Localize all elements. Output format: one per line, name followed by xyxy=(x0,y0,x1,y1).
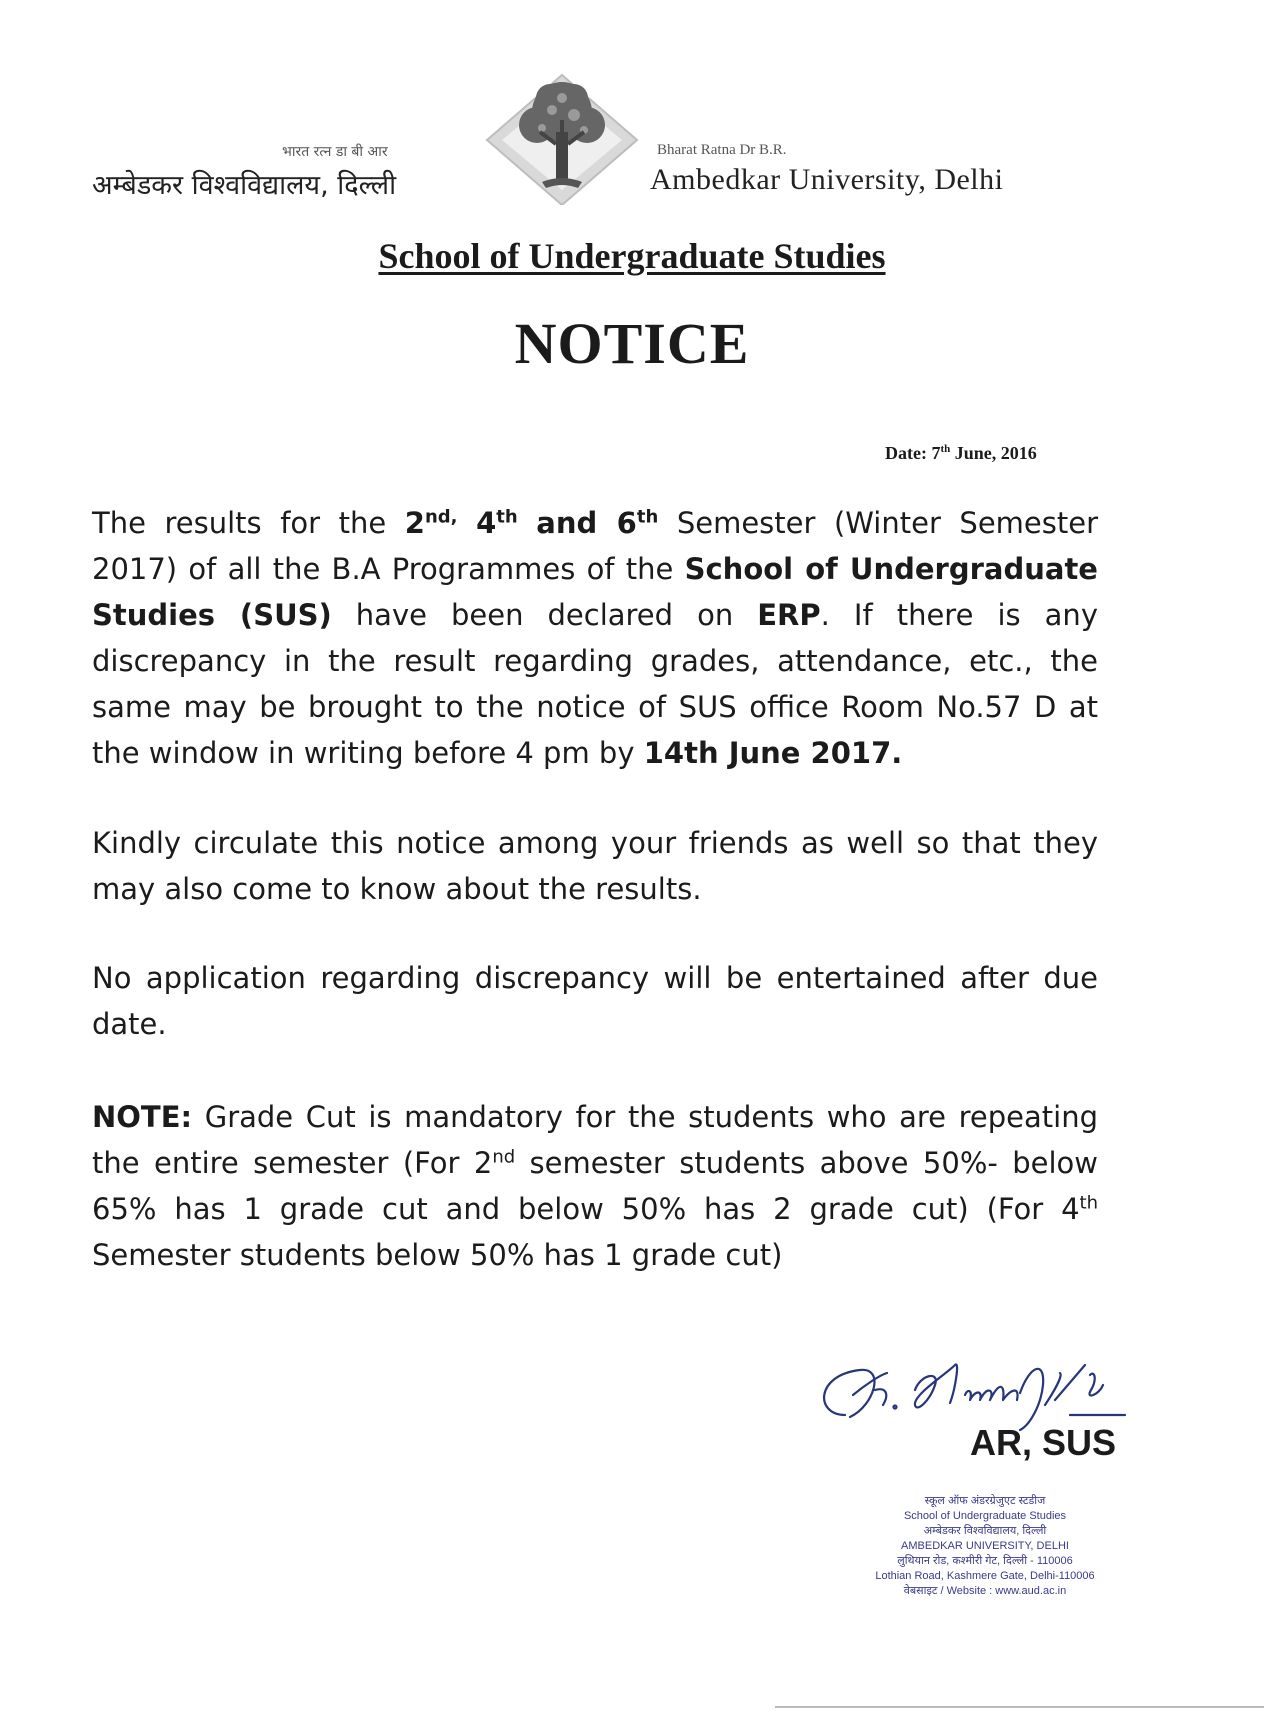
letterhead-hindi-line1: भारत रत्न डा बी आर xyxy=(282,144,388,160)
p1-bold-and-6: and 6 xyxy=(536,506,637,540)
stamp-line-5: लुथियान रोड, कश्मीरी गेट, दिल्ली - 110006 xyxy=(897,1555,1073,1567)
stamp-line-2: School of Undergraduate Studies xyxy=(903,1510,1067,1522)
stamp-line-1: स्कूल ऑफ अंडरग्रेजुएट स्टडीज xyxy=(924,1495,1046,1507)
p1-bold-4: 4 xyxy=(476,506,497,540)
notice-date xyxy=(885,443,1037,464)
letterhead-english-line1: Bharat Ratna Dr B.R. xyxy=(657,142,787,158)
official-stamp xyxy=(820,1494,1150,1599)
paragraph-no-application: No application regarding discrepancy will be entertained after due date. xyxy=(92,961,1098,1041)
p1-bold-deadline: 14th June 2017. xyxy=(643,736,903,770)
note-label: NOTE: xyxy=(92,1100,193,1134)
paragraph-results xyxy=(92,500,1098,776)
p4-sup-th: th xyxy=(1079,1192,1098,1214)
paragraph-circulate: Kindly circulate this notice among your friends as well so that they may also come to know about the results. xyxy=(92,826,1098,906)
p1-text-4: . If there is any discrepancy in the result regarding grades, attendance, etc., the same may be brought to the notice of SUS office Room No.57 D at the window in writing before 4 pm by xyxy=(92,598,1098,770)
p1-text-1: The results for the xyxy=(92,506,405,540)
stamp-line-7: वेबसाइट / Website : www.aud.ac.in xyxy=(903,1585,1067,1597)
stamp-line-3: अम्बेडकर विश्वविद्यालय, दिल्ली xyxy=(923,1525,1047,1537)
p1-bold-school: School of Undergraduate Studies (SUS) xyxy=(92,552,1098,632)
tree-emblem-icon xyxy=(482,70,642,205)
stamp-line-6: Lothian Road, Kashmere Gate, Delhi-110006 xyxy=(875,1570,1095,1582)
p1-bold-erp: ERP xyxy=(757,598,821,632)
p4-sup-nd: nd xyxy=(492,1146,516,1168)
p1-sup-nd: nd, xyxy=(424,506,458,528)
p1-text-2: Semester (Winter Semester 2017) of all the B.A Programmes of the xyxy=(92,506,1099,586)
signatory-designation: AR, SUS xyxy=(970,1422,1117,1463)
p4-text-3: Semester students below 50% has 1 grade cut) xyxy=(92,1238,783,1272)
p1-bold-2: 2 xyxy=(404,506,425,540)
p4-text-1: Grade Cut is mandatory for the students who are repeating the entire semester (For 2 xyxy=(92,1100,1098,1180)
bottom-divider xyxy=(775,1706,1264,1708)
letterhead-hindi-name: अम्बेडकर विश्वविद्यालय, दिल्ली xyxy=(92,170,397,201)
letterhead-english-name: Ambedkar University, Delhi xyxy=(650,163,1004,196)
date-rest: June, 2016 xyxy=(954,443,1037,463)
paragraph-note xyxy=(92,1094,1098,1278)
date-day: 7 xyxy=(931,443,941,463)
notice-title: NOTICE xyxy=(514,311,750,376)
school-title: School of Undergraduate Studies xyxy=(378,236,886,276)
p1-sup-th-2: th xyxy=(636,506,659,528)
p1-sup-th-1: th xyxy=(496,506,518,528)
p1-text-3: have been declared on xyxy=(331,598,758,632)
p4-text-2: semester students above 50%- below 65% has 1 grade cut and below 50% has 2 grade cut) (For 4 xyxy=(92,1146,1098,1226)
stamp-line-4: AMBEDKAR UNIVERSITY, DELHI xyxy=(901,1540,1069,1552)
date-label: Date: xyxy=(885,443,927,463)
date-day-suffix: th xyxy=(940,443,951,455)
